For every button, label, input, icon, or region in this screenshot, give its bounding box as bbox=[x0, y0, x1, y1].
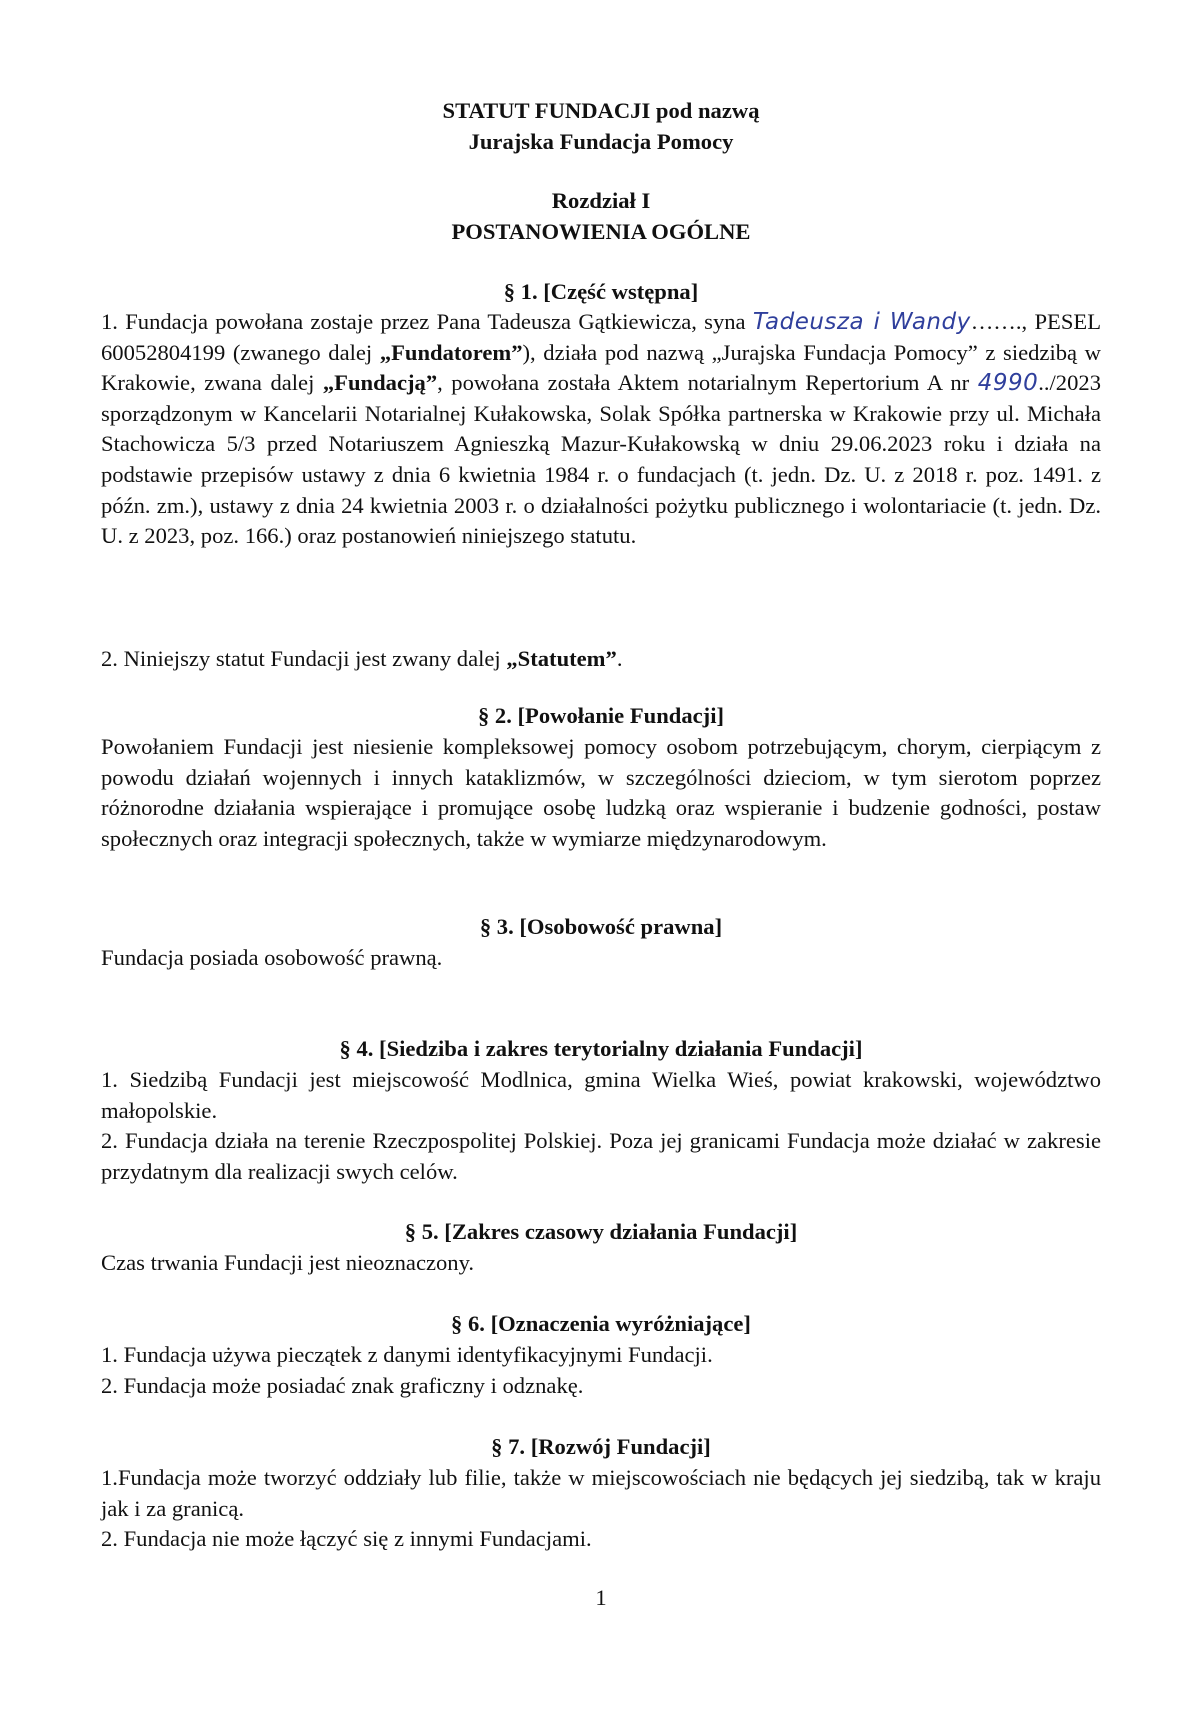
page-number: 1 bbox=[595, 1585, 607, 1610]
fundator-term: „Fundatorem” bbox=[379, 339, 523, 365]
section-6-heading: § 6. [Oznaczenia wyróżniające] bbox=[451, 1311, 751, 1336]
section-7-paragraph-1: 1.Fundacja może tworzyć oddziały lub filie, także w miejscowościach nie będących jej siedzibą, tak w kraju jak i za granicą. bbox=[101, 1465, 1101, 1521]
section-6-paragraph-1: 1. Fundacja używa pieczątek z danymi identyfikacyjnymi Fundacji. bbox=[101, 1342, 713, 1367]
section-1-paragraph-2 bbox=[101, 644, 1101, 675]
section-4-paragraph-1: 1. Siedzibą Fundacji jest miejscowość Modlnica, gmina Wielka Wieś, powiat krakowski, województwo małopolskie. bbox=[101, 1067, 1101, 1123]
chapter-heading bbox=[101, 186, 1101, 247]
s1-text-c: ), działa pod nazwą „Jurajska Fundacja Pomocy” z siedzibą w Krakowie, zwana dalej bbox=[101, 339, 1101, 396]
section-3-heading: § 3. [Osobowość prawna] bbox=[479, 914, 723, 939]
section-6-paragraph-2: 2. Fundacja może posiadać znak graficzny i odznakę. bbox=[101, 1373, 584, 1398]
chapter-name: POSTANOWIENIA OGÓLNE bbox=[451, 218, 751, 244]
section-2-text: Powołaniem Fundacji jest niesienie kompleksowej pomocy osobom potrzebującym, chorym, cierpiącym z powodu działań wojennych i innych kataklizmów, w szczególności dzieciom, w tym sierotom poprzez różnorodne działania wspierające i promujące osobę ludzką oraz wspieranie i budzenie godności, postaw społecznych oraz integracji społecznych, także w wymiarze międzynarodowym. bbox=[101, 734, 1101, 851]
section-4-heading: § 4. [Siedziba i zakres terytorialny działania Fundacji] bbox=[339, 1036, 863, 1061]
title-line-2: Jurajska Fundacja Pomocy bbox=[468, 128, 734, 154]
section-5-text: Czas trwania Fundacji jest nieoznaczony. bbox=[101, 1250, 475, 1275]
section-1-paragraph-1 bbox=[101, 307, 1101, 552]
s1-p2-text-a: 2. Niniejszy statut Fundacji jest zwany dalej bbox=[101, 646, 501, 671]
chapter-label: Rozdział I bbox=[551, 188, 651, 213]
section-2-heading: § 2. [Powołanie Fundacji] bbox=[477, 703, 725, 728]
section-7-paragraph-2: 2. Fundacja nie może łączyć się z innymi Fundacjami. bbox=[101, 1526, 592, 1551]
s1-text-b: ……., PESEL 60052804199 (zwanego dalej bbox=[101, 309, 1101, 365]
s1-p2-text-b: . bbox=[616, 646, 623, 671]
handwritten-parents-names: Tadeusza i Wandy bbox=[752, 309, 971, 335]
section-1-heading: § 1. [Część wstępna] bbox=[503, 279, 699, 304]
statut-term: „Statutem” bbox=[506, 646, 617, 671]
s1-text-d: , powołana została Aktem notarialnym Repertorium A nr bbox=[437, 370, 970, 396]
statute-title bbox=[101, 96, 1101, 157]
title-line-1: STATUT FUNDACJI pod nazwą bbox=[442, 98, 760, 123]
handwritten-repertorium-number: 4990 bbox=[977, 370, 1039, 397]
section-3-text: Fundacja posiada osobowość prawną. bbox=[101, 945, 443, 970]
section-7-heading: § 7. [Rozwój Fundacji] bbox=[491, 1434, 711, 1459]
fundacja-term: „Fundacją” bbox=[322, 370, 438, 396]
section-4-paragraph-2: 2. Fundacja działa na terenie Rzeczpospolitej Polskiej. Poza jej granicami Fundacja może działać w zakresie przydatnym dla realizacji swych celów. bbox=[101, 1128, 1101, 1184]
s1-text-a: 1. Fundacja powołana zostaje przez Pana Tadeusza Gątkiewicza, syna bbox=[101, 309, 746, 334]
s1-text-e: ../2023 sporządzonym w Kancelarii Notarialnej Kułakowska, Solak Spółka partnerska w Krakowie przy ul. Michała Stachowicza 5/3 przed Notariuszem Agnieszką Mazur-Kułakowską w dniu 29.06.2023 roku i działa na podstawie przepisów ustawy z dnia 6 kwietnia 1984 r. o fundacjach (t. jedn. Dz. U. z 2018 r. poz. 1491. z późn. zm.), ustawy z dnia 24 kwietnia 2003 r. o działalności pożytku publicznego i wolontariacie (t. jedn. Dz. U. z 2023, poz. 166.) oraz postanowień niniejszego statutu. bbox=[101, 370, 1101, 549]
section-5-heading: § 5. [Zakres czasowy działania Fundacji] bbox=[404, 1219, 798, 1244]
